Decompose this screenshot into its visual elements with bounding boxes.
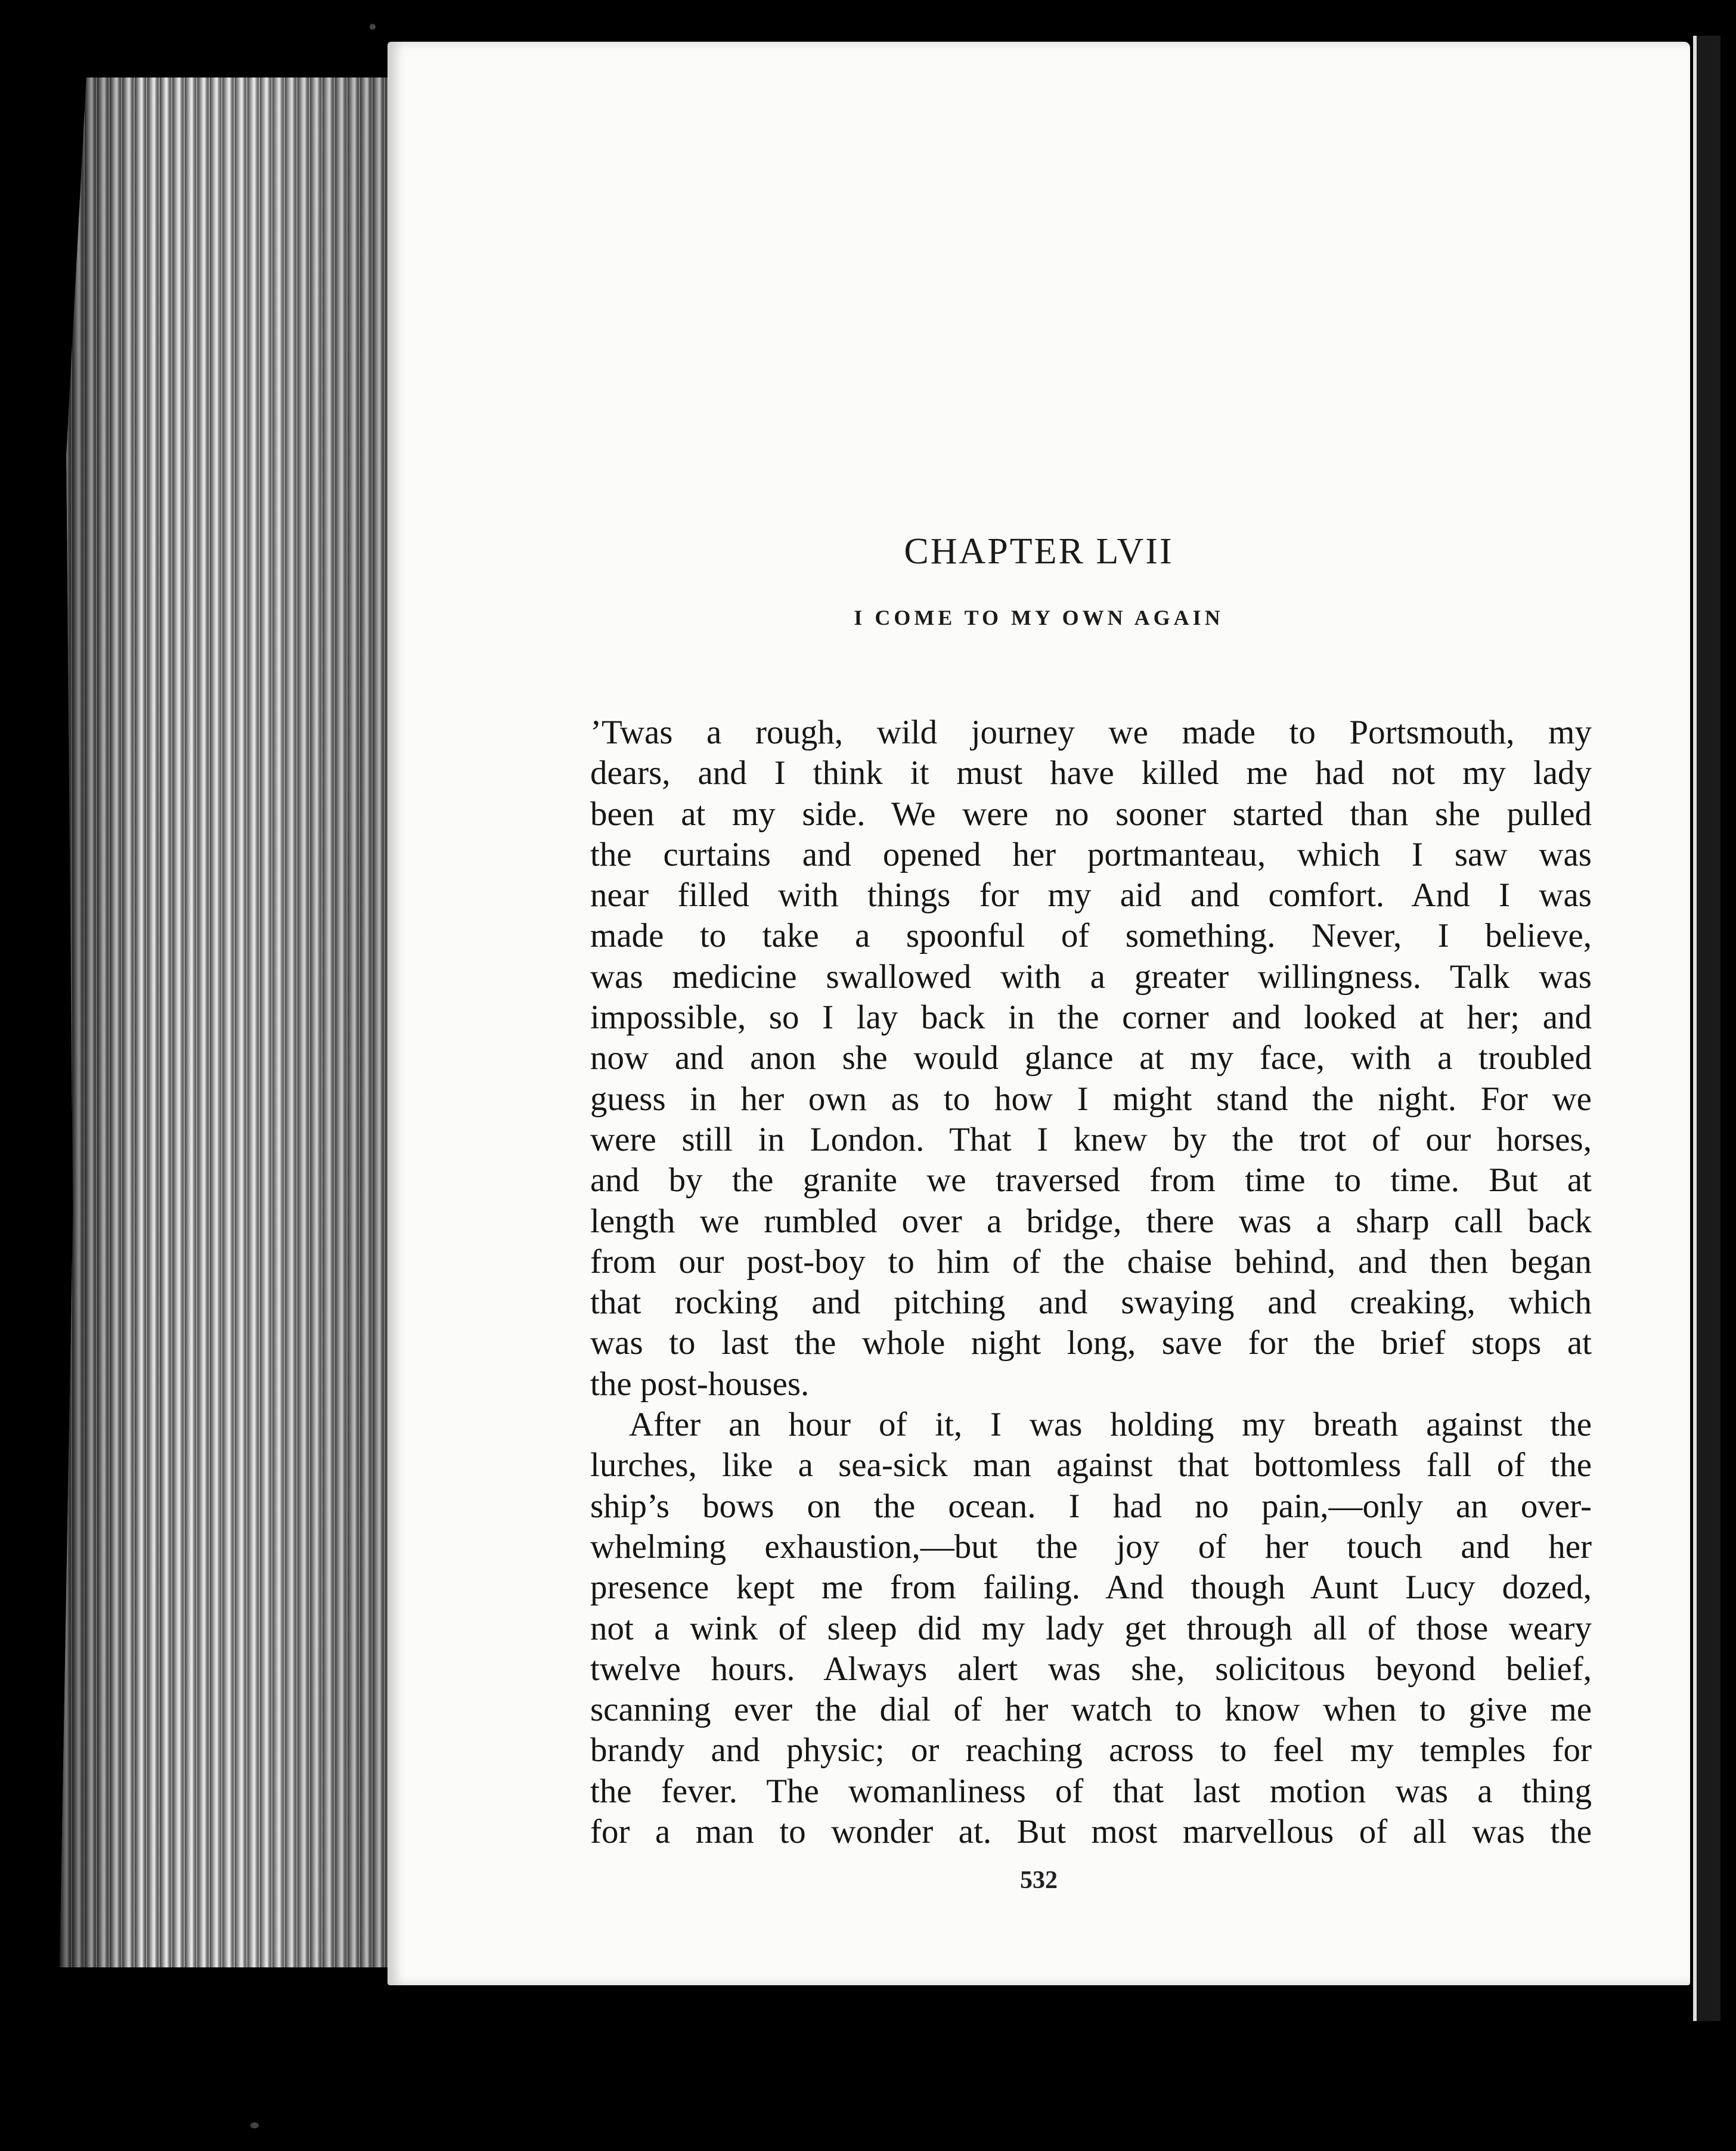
text-line: near filled with things for my aid and comfort. And I was — [590, 876, 1592, 915]
paragraph-1 — [590, 712, 1592, 1405]
text-line: whelming exhaustion,—but the joy of her touch and her — [590, 1527, 1592, 1566]
text-line: length we rumbled over a bridge, there was a sharp call back — [590, 1202, 1592, 1240]
text-line: not a wink of sleep did my lady get through all of those weary — [590, 1609, 1592, 1647]
text-line: impossible, so I lay back in the corner and looked at her; and — [590, 999, 1592, 1037]
text-line: was medicine swallowed with a greater willingness. Talk was — [590, 957, 1592, 996]
body-text — [590, 712, 1592, 1852]
book-page-edges — [60, 78, 393, 1967]
scan-speck — [250, 2122, 259, 2128]
scan-speck — [370, 24, 376, 30]
text-line: ’Twas a rough, wild journey we made to Portsmouth, my — [590, 714, 1592, 751]
text-line: lurches, like a sea-sick man against that bottomless fall of the — [590, 1446, 1592, 1484]
text-line: that rocking and pitching and swaying and creaking, which — [590, 1284, 1592, 1322]
text-line: After an hour of it, I was holding my breath against the — [629, 1406, 1592, 1444]
text-line: the fever. The womanliness of that last motion was a thing — [590, 1772, 1592, 1810]
text-line: brandy and physic; or reaching across to feel my temples for — [590, 1731, 1592, 1769]
text-line: dears, and I think it must have killed me had not my lady — [590, 754, 1592, 792]
text-line: ship’s bows on the ocean. I had no pain,—only an over- — [590, 1487, 1592, 1525]
text-line: and by the granite we traversed from time to time. But at — [590, 1161, 1592, 1200]
text-line: scanning ever the dial of her watch to know when to give me — [590, 1691, 1592, 1729]
text-line: the post-houses. — [590, 1365, 810, 1403]
text-line: was to last the whole night long, save for the brief stops at — [590, 1324, 1592, 1362]
chapter-subtitle: I COME TO MY OWN AGAIN — [854, 606, 1224, 630]
text-line: from our post-boy to him of the chaise behind, and then began — [590, 1242, 1592, 1281]
paragraph-2 — [590, 1405, 1592, 1852]
text-line: presence kept me from failing. And though Aunt Lucy dozed, — [590, 1569, 1592, 1607]
book-page — [388, 42, 1690, 1985]
text-line: were still in London. That I knew by the trot of our horses, — [590, 1120, 1592, 1158]
text-line: for a man to wonder at. But most marvellous of all was the — [590, 1813, 1592, 1851]
page-number: 532 — [1020, 1867, 1058, 1894]
text-line: now and anon she would glance at my face, with a troubled — [590, 1039, 1592, 1077]
text-line: made to take a spoonful of something. Never, I believe, — [590, 917, 1592, 955]
text-line: the curtains and opened her portmanteau, which I saw was — [590, 835, 1592, 873]
chapter-title: CHAPTER LVII — [904, 531, 1174, 572]
text-line: guess in her own as to how I might stand the night. For we — [590, 1080, 1592, 1118]
text-line: been at my side. We were no sooner started than she pulled — [590, 795, 1592, 833]
text-line: twelve hours. Always alert was she, solicitous beyond belief, — [590, 1650, 1592, 1688]
facing-page-edge — [1693, 36, 1720, 2021]
